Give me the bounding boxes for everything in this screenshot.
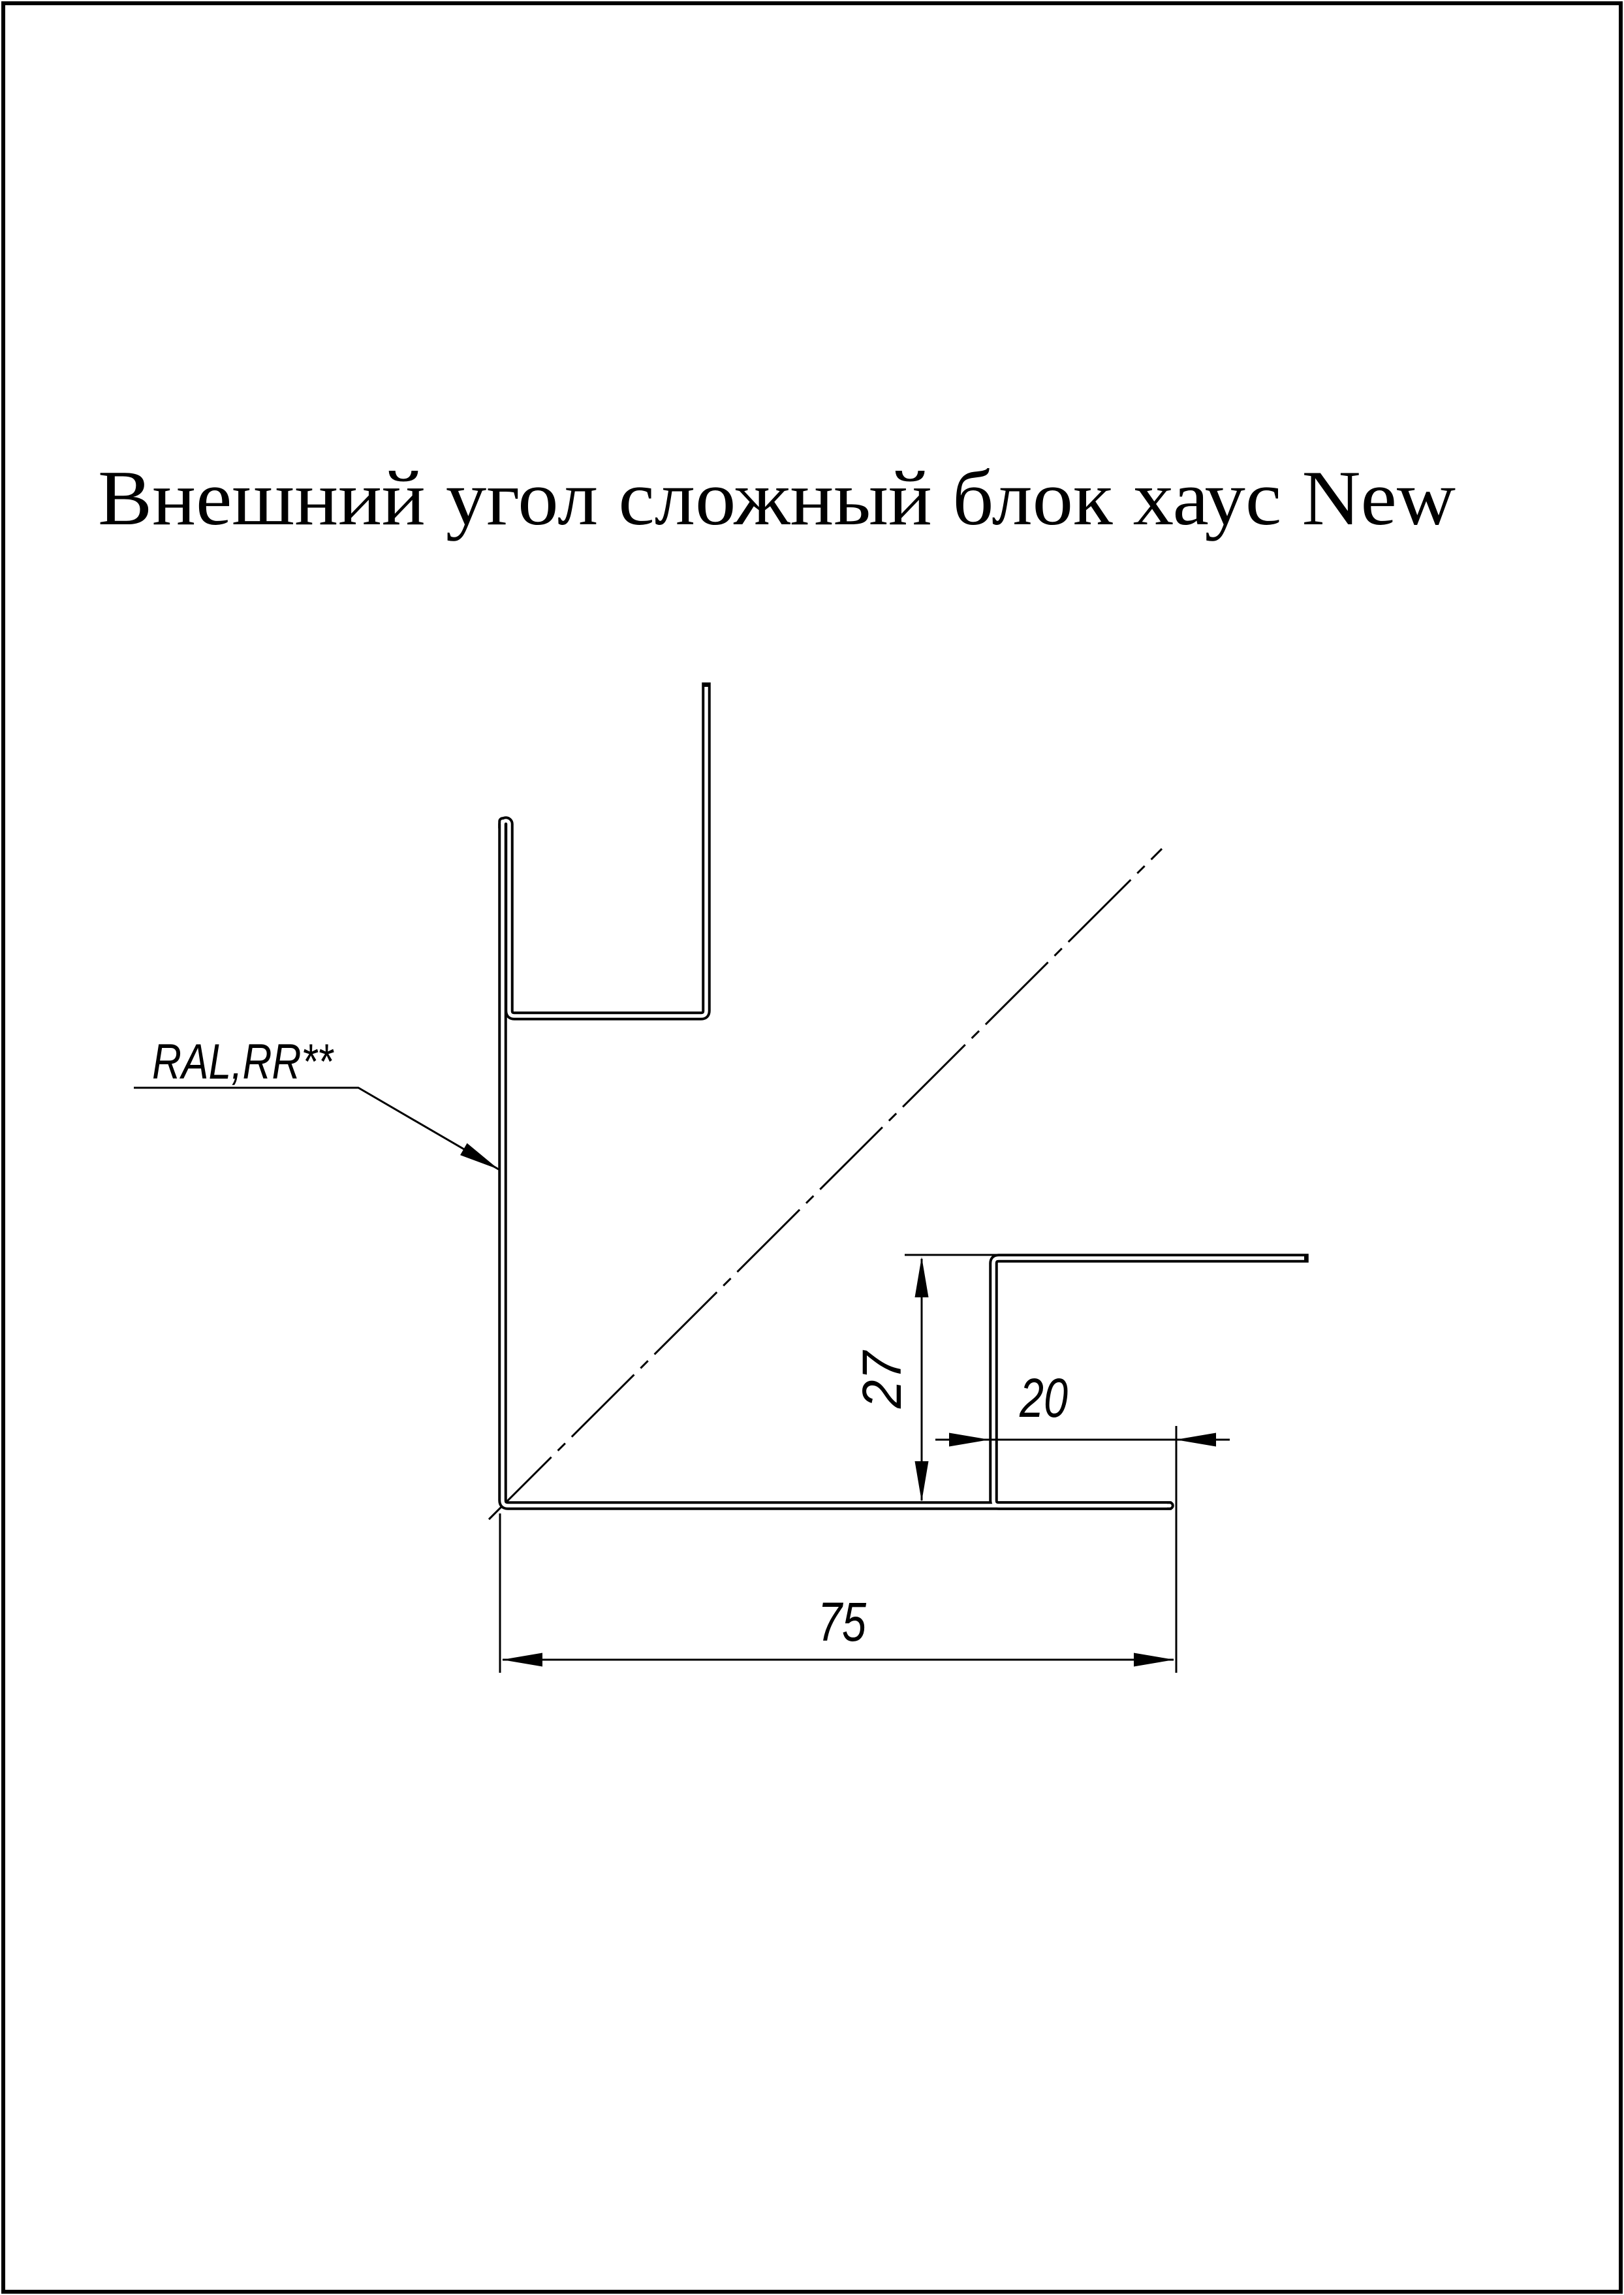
leader-arrow-icon bbox=[460, 1143, 502, 1175]
profile-main-leg-white bbox=[503, 821, 1170, 1506]
dim-27-value: 27 bbox=[851, 1347, 913, 1408]
dim-27-arrow-top-icon bbox=[915, 1257, 929, 1297]
dim-20-arrow-left-icon bbox=[949, 1433, 990, 1447]
dimension-27 bbox=[851, 1255, 999, 1502]
dimension-75 bbox=[500, 1513, 1174, 1673]
profile-main-leg-black bbox=[503, 821, 1170, 1506]
dim-75-value: 75 bbox=[818, 1591, 867, 1653]
material-label: RAL,RR** bbox=[152, 1034, 334, 1090]
profile-top-hook-black bbox=[503, 687, 706, 1016]
page-border bbox=[3, 3, 1621, 2292]
dimension-20 bbox=[935, 1367, 1230, 1673]
material-leader bbox=[134, 1034, 502, 1175]
dim-75-arrow-left-icon bbox=[502, 1653, 542, 1667]
dim-75-arrow-right-icon bbox=[1134, 1653, 1174, 1667]
profile-top-hook-white bbox=[503, 687, 706, 1016]
page-title: Внешний угол сложный блок хаус New bbox=[98, 454, 1456, 541]
dim-20-arrow-right-icon bbox=[1176, 1433, 1216, 1447]
dim-20-value: 20 bbox=[1019, 1367, 1069, 1429]
dim-27-arrow-bottom-icon bbox=[915, 1461, 929, 1502]
leader-line bbox=[134, 1088, 499, 1169]
